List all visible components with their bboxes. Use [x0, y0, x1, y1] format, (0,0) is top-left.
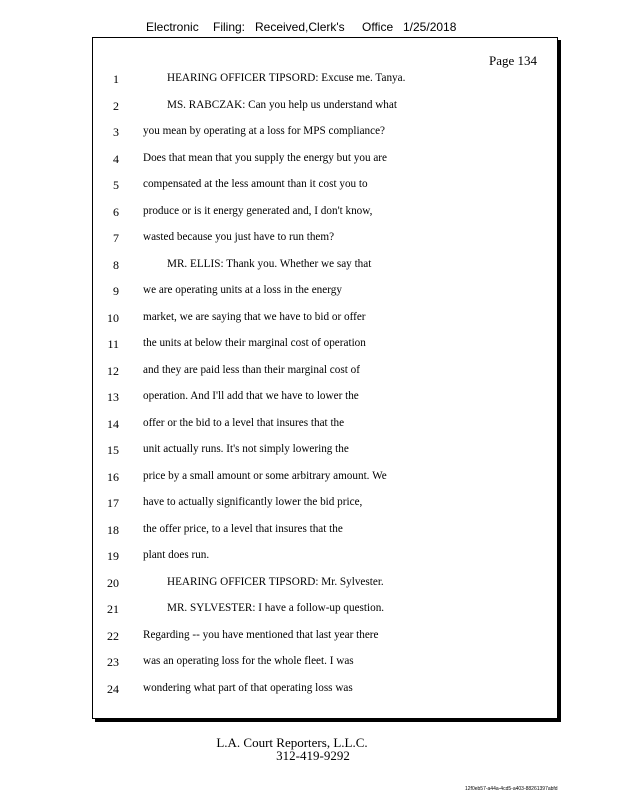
transcript-line	[93, 311, 557, 329]
line-text: was an operating loss for the whole fleet. I was	[143, 655, 354, 667]
filing-electronic: Electronic	[146, 20, 199, 34]
transcript-line	[93, 549, 557, 567]
line-number: 17	[107, 496, 119, 510]
line-number: 12	[107, 363, 119, 378]
court-reporter-phone: 312-419-9292	[276, 748, 350, 763]
line-number: 11	[107, 337, 119, 351]
line-number: 20	[107, 575, 119, 590]
line-text: we are operating units at a loss in the energy	[143, 284, 342, 296]
line-number: 24	[107, 681, 119, 696]
line-number: 1	[113, 72, 119, 86]
transcript-line	[93, 655, 557, 673]
line-text: Does that mean that you supply the energy but you are	[143, 151, 387, 164]
line-text: wondering what part of that operating loss was	[143, 681, 353, 694]
line-number: 6	[113, 204, 119, 219]
transcript-line	[93, 523, 557, 541]
line-number: 15	[107, 443, 119, 457]
line-text: the units at below their marginal cost of operation	[143, 337, 366, 349]
line-number: 4	[113, 151, 119, 166]
line-number: 9	[113, 284, 119, 298]
transcript-line	[93, 470, 557, 488]
line-number: 5	[113, 178, 119, 192]
line-text: MS. RABCZAK: Can you help us understand what	[167, 98, 397, 111]
filing-office: Office	[362, 20, 394, 34]
line-text: produce or is it energy generated and, I don't know,	[143, 204, 373, 217]
line-number: 7	[113, 231, 119, 245]
line-text: market, we are saying that we have to bid or offer	[143, 310, 366, 323]
line-text: offer or the bid to a level that insures that the	[143, 416, 345, 429]
line-number: 14	[107, 416, 119, 431]
transcript-line	[93, 258, 557, 276]
line-number: 8	[113, 257, 119, 272]
filing-received: Received,Clerk's	[255, 20, 345, 34]
line-text: HEARING OFFICER TIPSORD: Mr. Sylvester.	[167, 575, 384, 588]
transcript-line	[93, 125, 557, 143]
filing-date: 1/25/2018	[403, 20, 457, 34]
line-number: 2	[113, 98, 119, 113]
line-text: wasted because you just have to run them?	[143, 231, 335, 243]
document-id: 12f0eb57-a44a-4cd5-a403-88261397abfd	[465, 786, 558, 792]
line-text: operation. And I'll add that we have to lower the	[143, 390, 359, 402]
transcript-line	[93, 364, 557, 382]
transcript-line	[93, 337, 557, 355]
line-text: Regarding -- you have mentioned that last year there	[143, 628, 379, 641]
transcript-line	[93, 152, 557, 170]
transcript-line	[93, 629, 557, 647]
transcript-line	[93, 284, 557, 302]
transcript-line	[93, 417, 557, 435]
line-text: you mean by operating at a loss for MPS compliance?	[143, 125, 386, 137]
line-text: MR. SYLVESTER: I have a follow-up question.	[167, 602, 385, 614]
line-text: MR. ELLIS: Thank you. Whether we say that	[167, 257, 372, 270]
line-number: 23	[107, 655, 119, 669]
transcript-line	[93, 72, 557, 90]
filing-label: Filing:	[213, 20, 246, 34]
transcript-line	[93, 390, 557, 408]
line-number: 3	[113, 125, 119, 139]
transcript-line	[93, 178, 557, 196]
transcript-line	[93, 99, 557, 117]
line-text: plant does run.	[143, 549, 210, 561]
line-text: compensated at the less amount than it cost you to	[143, 178, 368, 190]
line-number: 22	[107, 628, 119, 643]
line-text: have to actually significantly lower the bid price,	[143, 496, 363, 508]
transcript-line	[93, 443, 557, 461]
page-number: Page 134	[488, 53, 537, 68]
line-number: 19	[107, 549, 119, 563]
line-text: and they are paid less than their marginal cost of	[143, 363, 360, 376]
court-reporter-name: L.A. Court Reporters, L.L.C.	[216, 735, 368, 750]
line-number: 18	[107, 522, 119, 537]
line-text: the offer price, to a level that insures that the	[143, 522, 343, 535]
transcript-line	[93, 602, 557, 620]
transcript-line	[93, 576, 557, 594]
transcript-line	[93, 205, 557, 223]
line-text: unit actually runs. It's not simply lowering the	[143, 443, 349, 455]
transcript-line	[93, 682, 557, 700]
line-text: HEARING OFFICER TIPSORD: Excuse me. Tanya.	[167, 72, 406, 84]
line-number: 10	[107, 310, 119, 325]
line-number: 13	[107, 390, 119, 404]
line-number: 16	[107, 469, 119, 484]
filing-stamp-header	[0, 20, 618, 38]
transcript-line	[93, 496, 557, 514]
transcript-page	[92, 37, 558, 719]
transcript-line	[93, 231, 557, 249]
line-text: price by a small amount or some arbitrary amount. We	[143, 469, 387, 482]
line-number: 21	[107, 602, 119, 616]
